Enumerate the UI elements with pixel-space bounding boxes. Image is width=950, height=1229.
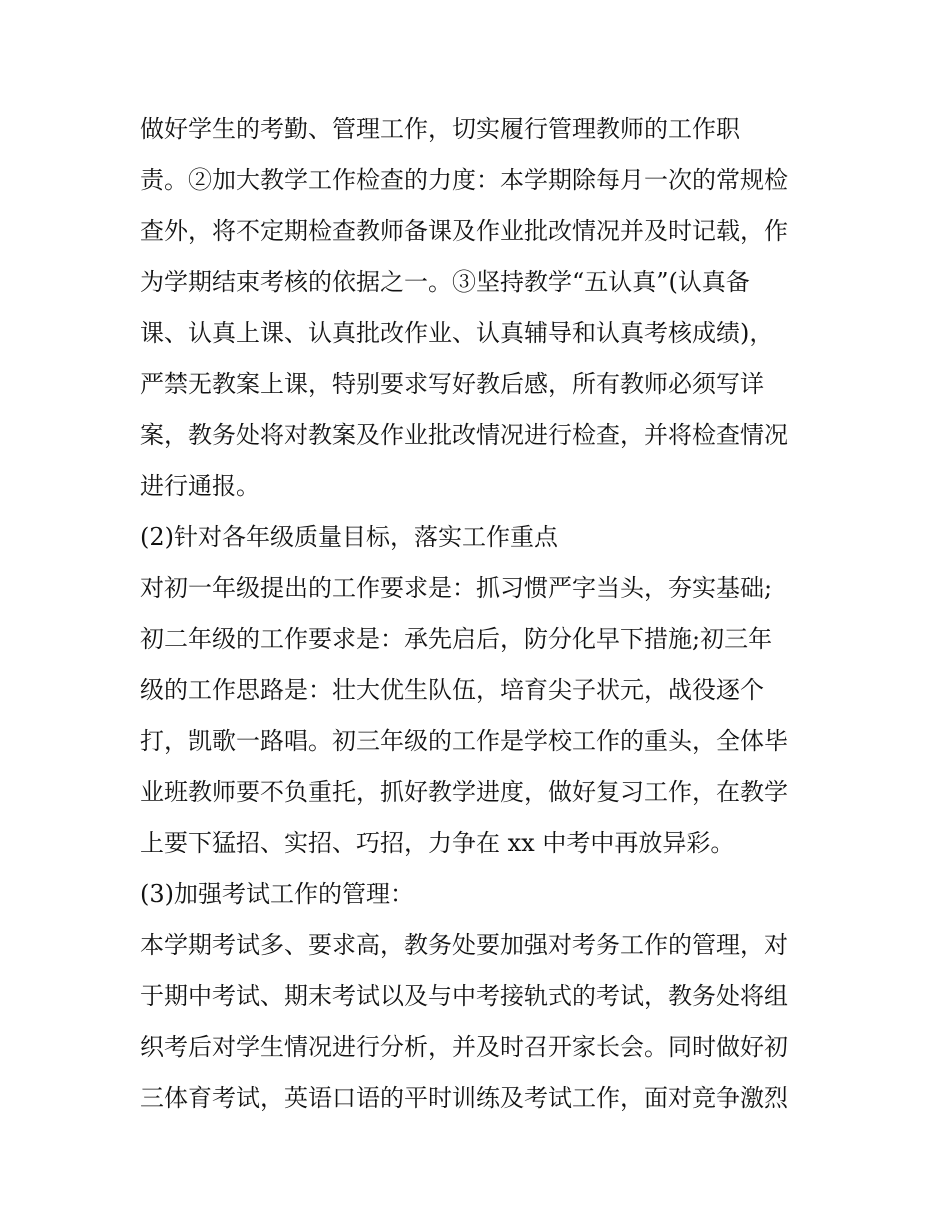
text-line: 案，教务处将对教案及作业批改情况进行检查，并将检查情况 <box>140 421 788 449</box>
text-line: 打，凯歌一路唱。初三年级的工作是学校工作的重头，全体毕 <box>140 727 788 755</box>
text-line: 对初一年级提出的工作要求是：抓习惯严字当头，夯实基础; <box>140 574 773 602</box>
text-line: 于期中考试、期末考试以及与中考接轨式的考试，教务处将组 <box>140 982 788 1010</box>
text-line: 级的工作思路是：壮大优生队伍，培育尖子状元，战役逐个 <box>140 676 764 704</box>
text-line: 进行通报。 <box>140 472 260 500</box>
text-line: 做好学生的考勤、管理工作，切实履行管理教师的工作职 <box>140 115 740 143</box>
text-line: 为学期结束考核的依据之一。③坚持教学“五认真”(认真备 <box>140 268 750 296</box>
text-line: 三体育考试，英语口语的平时训练及考试工作，面对竞争激烈 <box>140 1084 788 1112</box>
text-line: 上要下猛招、实招、巧招，力争在 xx 中考中再放异彩。 <box>140 829 735 857</box>
text-line: 初二年级的工作要求是：承先启后，防分化早下措施;初三年 <box>140 625 773 653</box>
document-body <box>140 104 820 1124</box>
text-line: 责。②加大教学工作检查的力度：本学期除每月一次的常规检 <box>140 166 788 194</box>
text-line: 课、认真上课、认真批改作业、认真辅导和认真考核成绩)， <box>140 319 774 347</box>
text-line: 织考后对学生情况进行分析，并及时召开家长会。同时做好初 <box>140 1033 788 1061</box>
text-line: 本学期考试多、要求高，教务处要加强对考务工作的管理，对 <box>140 931 788 959</box>
text-line: 查外，将不定期检查教师备课及作业批改情况并及时记载，作 <box>140 217 788 245</box>
section-heading-2: (2)针对各年级质量目标，落实工作重点 <box>140 523 558 551</box>
text-line: 业班教师要不负重托，抓好教学进度，做好复习工作，在教学 <box>140 778 788 806</box>
section-heading-3: (3)加强考试工作的管理： <box>140 880 414 908</box>
text-line: 严禁无教案上课，特别要求写好教后感，所有教师必须写详 <box>140 370 764 398</box>
